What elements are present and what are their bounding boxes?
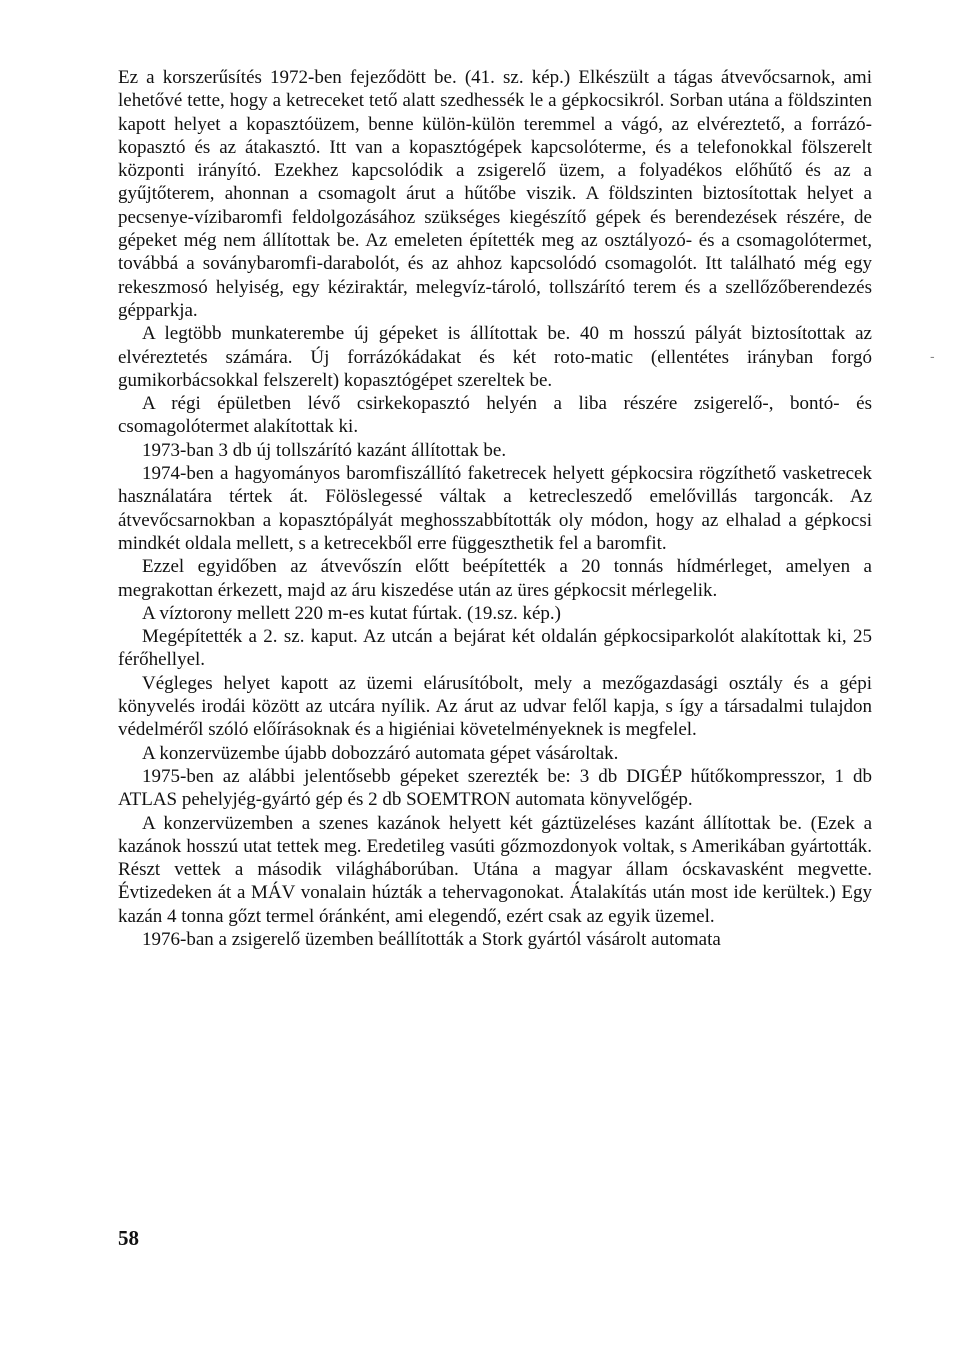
paragraph: A legtöbb munkaterembe új gépeket is állítottak be. 40 m hosszú pályát biztosítottak az elvéreztetés számára. Új forrázókádakat és két roto-matic (ellentétes irányban forgó gumikorbácsokkal felszerelt) kopasztógépet szereltek be. xyxy=(118,323,872,391)
text-body xyxy=(118,66,872,951)
paragraph: 1974-ben a hagyományos baromfiszállító faketrecek helyett gépkocsira rögzíthető vasketrecek használatára tértek át. Fölöslegessé váltak a ketrecleszedő emelővillás targoncák. Az átvevőcsarnokban a kopasztópályát meghosszabbították oly módon, hogy az elhalad a gépkocsi mindkét oldala mellett, s a ketrecekből erre függeszthetik fel a baromfit. xyxy=(118,463,872,554)
margin-mark: - xyxy=(930,348,935,364)
paragraph: A konzervüzemben a szenes kazánok helyett két gáztüzeléses kazánt állítottak be. (Ezek a kazánok hosszú utat tettek meg. Eredetileg vasúti gőzmozdonyok voltak, s Amerikában gyártották. Részt vettek a második világháborúban. Utána a magyar állam ócskavasként megvette. Évtizedeken át a MÁV vonalain húzták a tehervagonokat. Átalakítás után most ide kerültek.) Egy kazán 4 tonna gőzt termel óránként, ami elegendő, ezért csak az egyik üzemel. xyxy=(118,812,872,927)
paragraph: Ez a korszerűsítés 1972-ben fejeződött be. (41. sz. kép.) Elkészült a tágas átvevőcsarnok, ami lehetővé tette, hogy a ketreceket tető alatt szedhessék le a gépkocsikról. Sorban utána a földszinten kapott helyet a kopasztóüzem, benne külön-külön teremmel a vágó, az elvéreztető, a forrázó-kopasztó és az átakasztó. Itt van a kopasztógépek kapcsolóterme, és a telefonokkal fölszerelt központi irányító. Ezekhez kapcsolódik a zsigerelő üzem, a folyadékos előhűtő és az a gyűjtőterem, ahonnan a csomagolt árut a hűtőbe viszik. A földszinten biztosítottak helyet a pecsenye-vízibaromfi feldolgozásához szükséges kiegészítő gépek és berendezések részére, de gépeket még nem állítottak be. Az emeleten építették meg az osztályozó- és a csomagolótermet, továbbá a soványbaromfi-darabolót, és az ahhoz kapcsolódó csomagolót. Itt található még egy rekeszmosó helyiség, egy kéziraktár, melegvíz-tároló, tollszárító terem és a szellőzőberendezés gépparkja. xyxy=(118,67,872,321)
paragraph: 1975-ben az alábbi jelentősebb gépeket szerezték be: 3 db DIGÉP hűtőkompresszor, 1 db ATLAS pehelyjég-gyártó gép és 2 db SOEMTRON automata könyvelőgép. xyxy=(118,765,872,811)
paragraph: Megépítették a 2. sz. kaput. Az utcán a bejárat két oldalán gépkocsiparkolót alakítottak ki, 25 férőhellyel. xyxy=(118,626,872,671)
paragraph: A konzervüzembe újabb dobozzáró automata gépet vásároltak. xyxy=(142,742,619,764)
paragraph: A víztorony mellett 220 m-es kutat fúrtak. (19.sz. kép.) xyxy=(142,602,561,624)
paragraph: Ezzel egyidőben az átvevőszín előtt beépítették a 20 tonnás hídmérleget, amelyen a megrakottan érkezett, majd az áru kiszedése után az üres gépkocsit mérlegelik. xyxy=(118,556,872,601)
paragraph: 1973-ban 3 db új tollszárító kazánt állítottak be. xyxy=(142,439,507,461)
page-number: 58 xyxy=(118,1226,139,1250)
paragraph: 1976-ban a zsigerelő üzemben beállították a Stork gyártól vásárolt automata xyxy=(142,928,721,950)
paragraph: A régi épületben lévő csirkekopasztó helyén a liba részére zsigerelő-, bontó- és csomagolótermet alakítottak ki. xyxy=(118,393,872,438)
paragraph: Végleges helyet kapott az üzemi elárusítóbolt, mely a mezőgazdasági osztály és a gépi könyvelés irodái között az utcára nyílik. Az árut az udvar felől kapja, s így a társadalmi tulajdon védelméről szóló előírásoknak és a higiéniai követelményeknek is megfelel. xyxy=(118,672,872,741)
